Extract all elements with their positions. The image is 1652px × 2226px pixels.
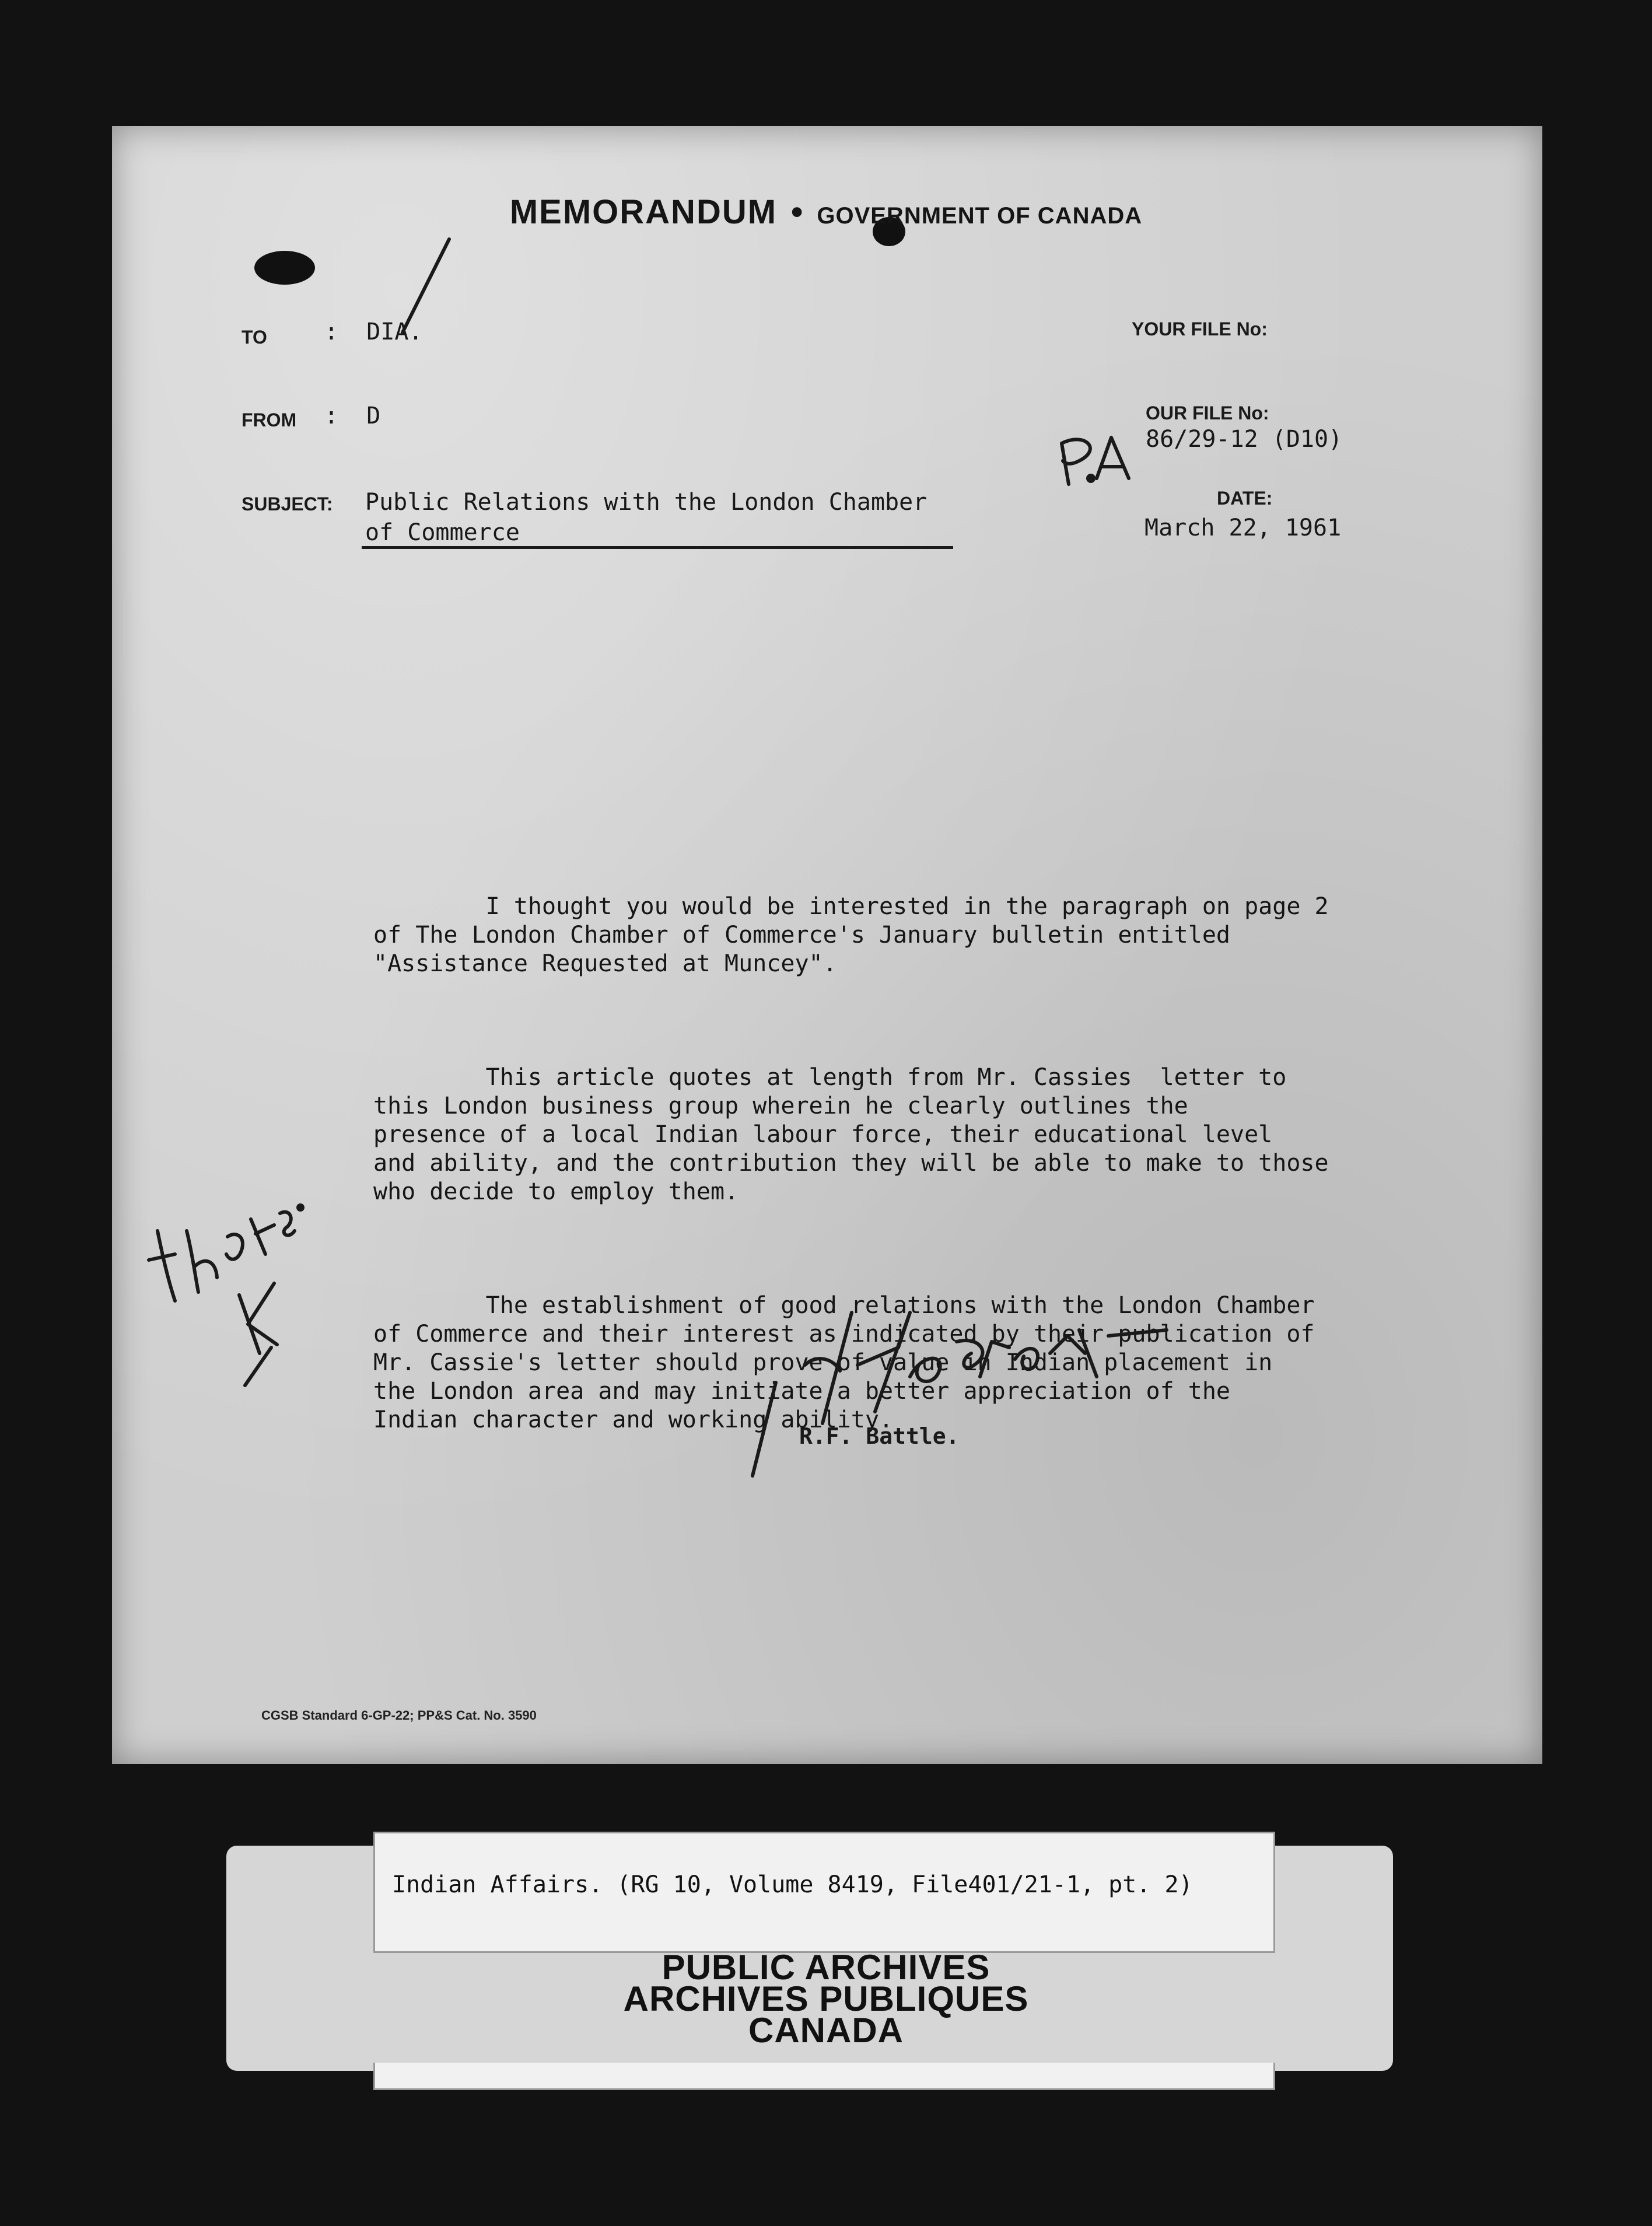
body-paragraph-2: This article quotes at length from Mr. Cassies letter to this London business group wherein he clearly outlines the presence of a local Indian labour force, their educational level and ability, and the contribution they will be able to make to those who decide to employ them.: [373, 1064, 1329, 1205]
memo-header: [0, 192, 1652, 232]
form-standard-footer: CGSB Standard 6-GP-22; PP&S Cat. No. 3590: [261, 1708, 537, 1723]
archive-stamp-line-1: PUBLIC ARCHIVES: [662, 1948, 991, 1987]
punch-hole: [254, 251, 315, 285]
to-label: TO: [242, 327, 267, 348]
subject-line-2: of Commerce: [365, 519, 520, 546]
from-value: : D: [324, 402, 381, 429]
subject-label: SUBJECT:: [242, 494, 333, 514]
to-value: : DIA.: [324, 318, 423, 345]
memo-body: [373, 835, 1388, 1491]
memo-title: MEMORANDUM: [509, 193, 778, 231]
subject-underline: [362, 546, 953, 549]
archive-card-strip: [373, 2063, 1275, 2090]
subject-line-1: Public Relations with the London Chamber: [365, 489, 928, 516]
archive-stamp-line-2: ARCHIVES PUBLIQUES: [623, 1979, 1029, 2018]
memo-department: GOVERNMENT OF CANADA: [817, 203, 1143, 229]
from-label: FROM: [242, 410, 297, 430]
body-paragraph-3: The establishment of good relations with the London Chamber of Commerce and their interest as indicated by their publication of Mr. Cassie's letter should prove of value in Indian placement in the London area and may initiate a better appreciation of the Indian character and working ability.: [373, 1292, 1315, 1433]
header-separator: •: [791, 193, 803, 231]
archive-reference-text: Indian Affairs. (RG 10, Volume 8419, File401/21-1, pt. 2): [392, 1871, 1193, 1898]
our-file-value: 86/29-12 (D10): [1146, 426, 1343, 453]
our-file-label: OUR FILE No:: [1146, 402, 1269, 424]
archive-stamp-line-3: CANADA: [748, 2011, 904, 2050]
body-paragraph-1: I thought you would be interested in the paragraph on page 2 of The London Chamber of Commerce's January bulletin entitled "Assistance Requested at Muncey".: [373, 893, 1329, 977]
your-file-label: YOUR FILE No:: [1132, 318, 1268, 340]
date-label: DATE:: [1217, 488, 1273, 509]
typed-signature-name: R.F. Battle.: [799, 1423, 960, 1449]
date-value: March 22, 1961: [1144, 514, 1342, 541]
